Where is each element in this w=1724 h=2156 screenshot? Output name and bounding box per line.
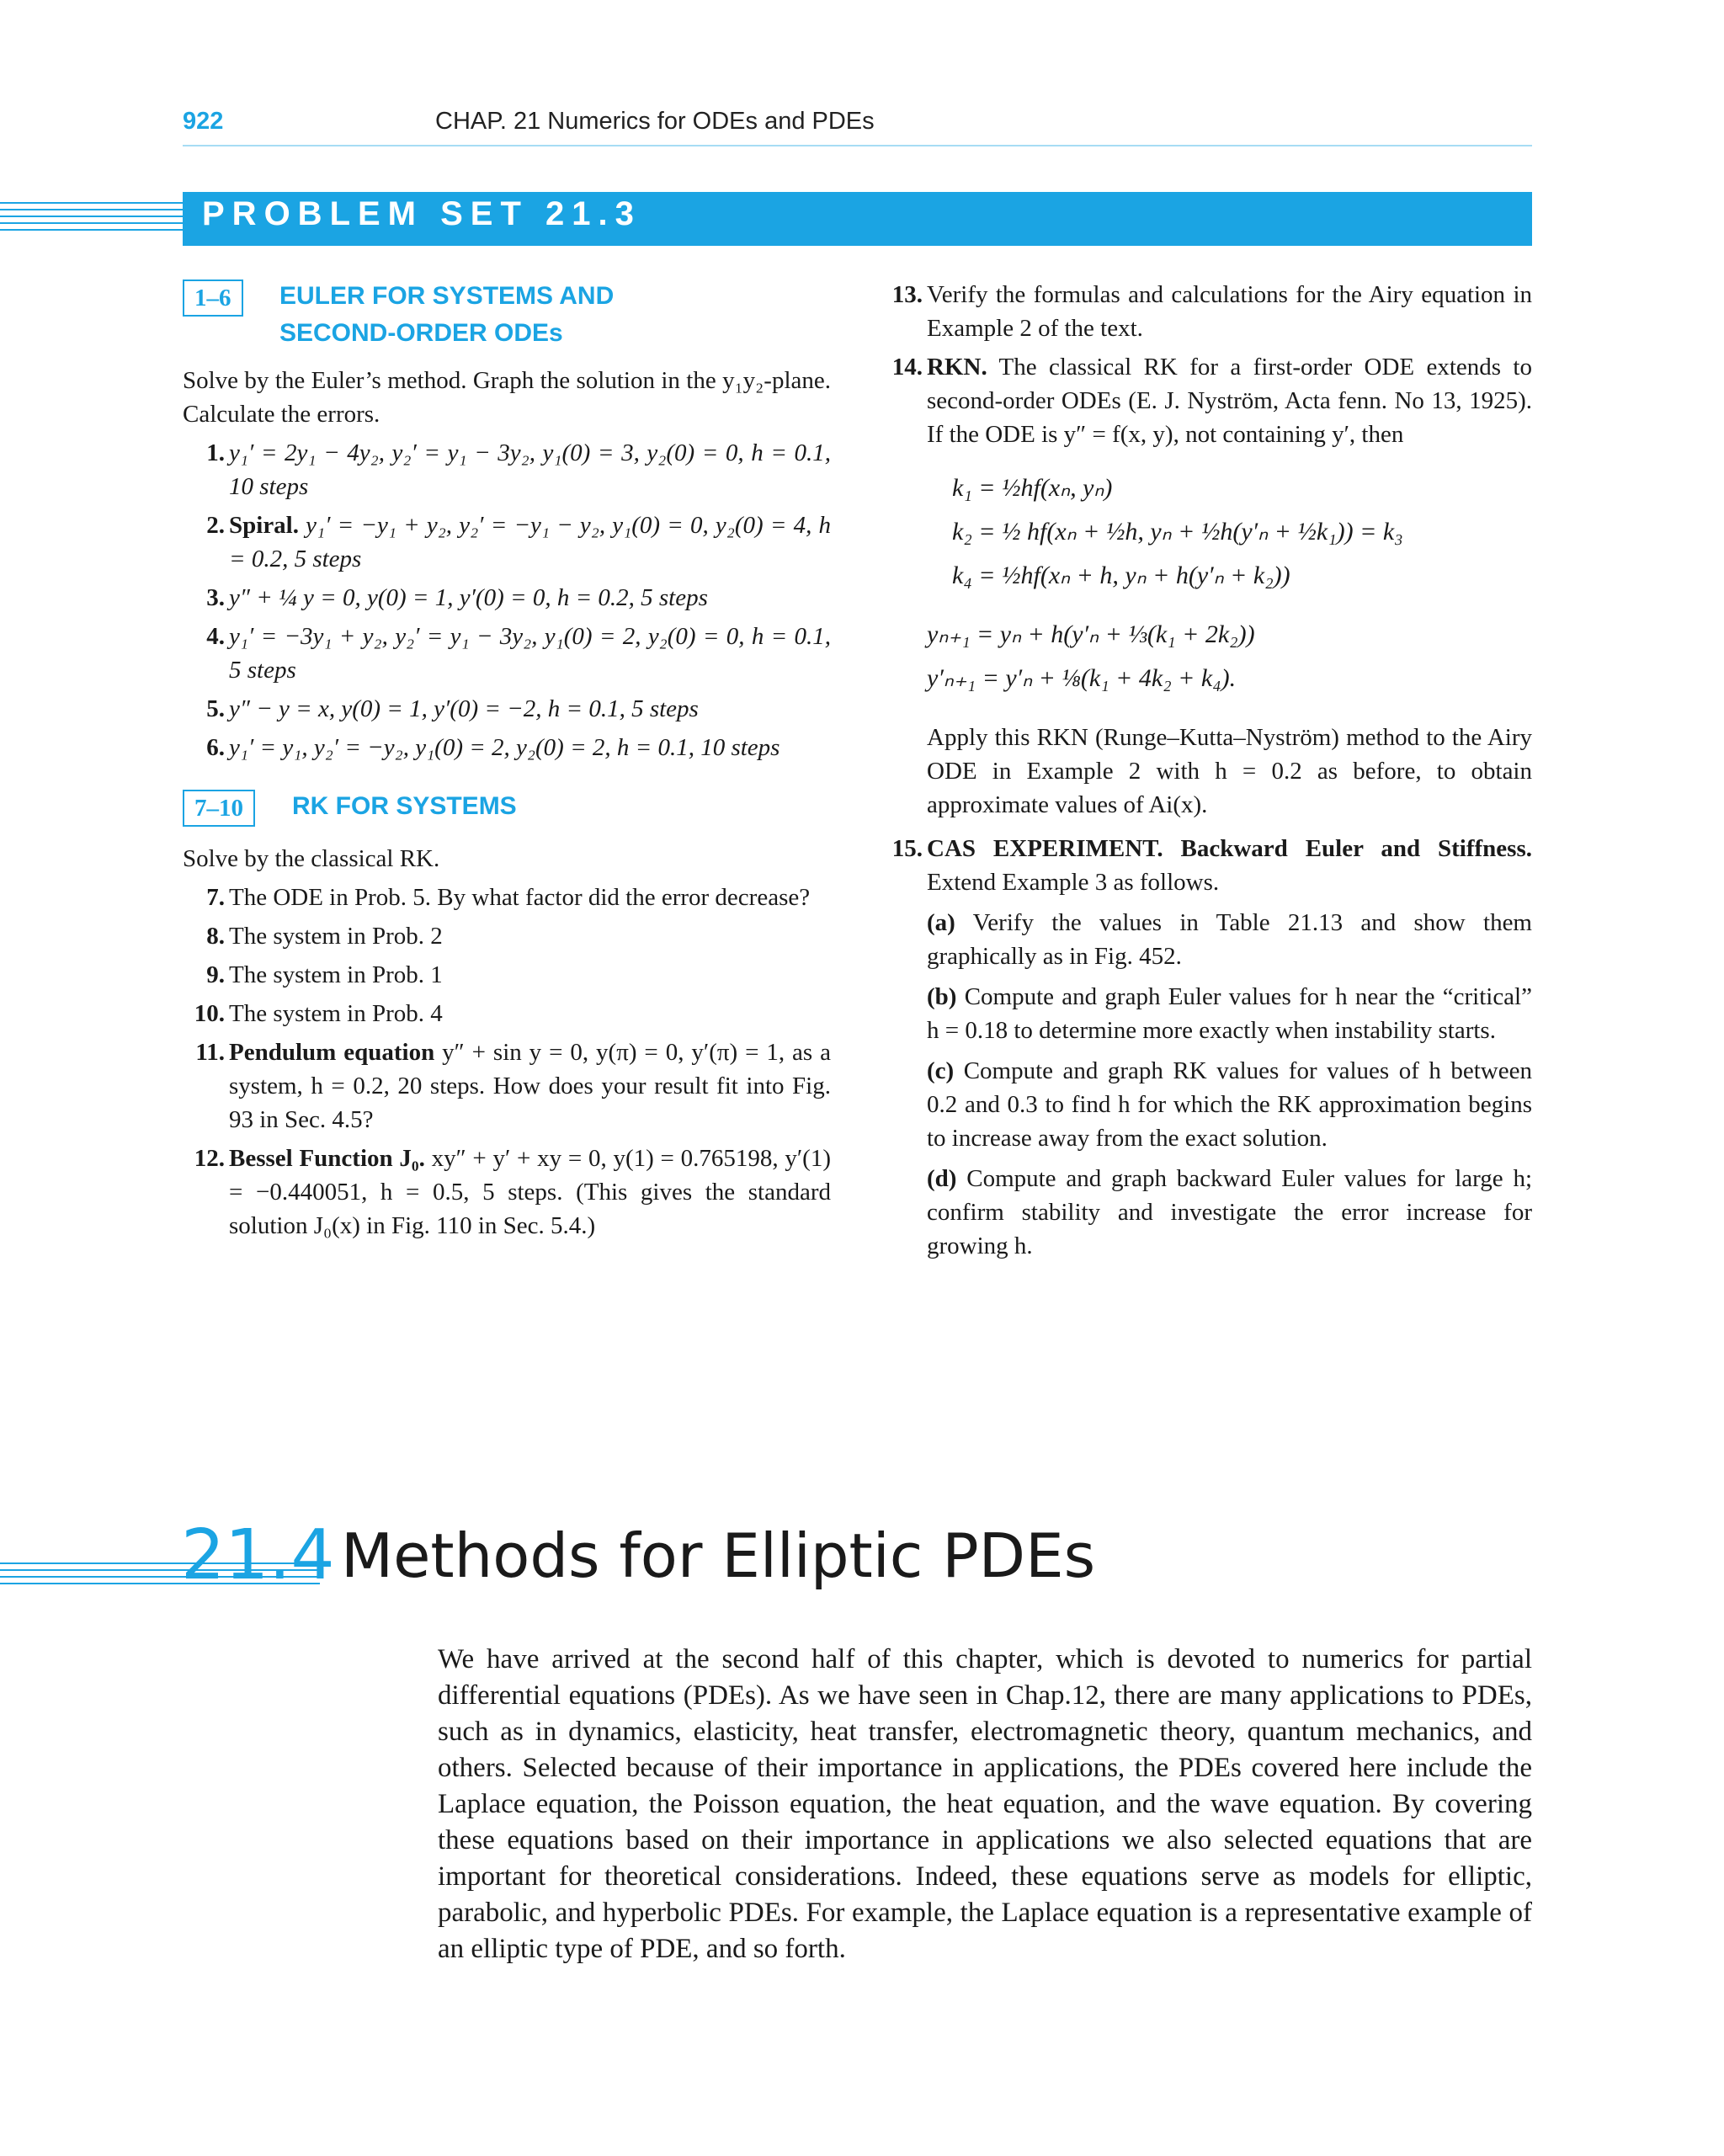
problem-item: 12. Bessel Function J₀. xy″ + y′ + xy = 0, y(1) = 0.765198, y′(1) = −0.440051, h = 0.5, 5 steps. (This gives the standard solution J₀(x) in Fig. 110 in Sec. 5.4.) <box>194 1145 831 1239</box>
section-title: EULER FOR SYSTEMS AND SECOND-ORDER ODEs <box>279 282 615 347</box>
section-title: RK FOR SYSTEMS <box>292 792 517 820</box>
right-column <box>881 278 1532 1270</box>
section-header-1-6 <box>183 278 831 352</box>
problem-set-title: PROBLEM SET 21.3 <box>202 195 641 232</box>
problem-item: 3. y″ + ¼ y = 0, y(0) = 1, y′(0) = 0, h = 0.2, 5 steps <box>206 584 708 611</box>
problem-item: 13. Verify the formulas and calculations for the Airy equation in Example 2 of the text. <box>891 281 1532 342</box>
rkn-k-equations <box>927 466 1532 598</box>
problem-item: 9. The system in Prob. 1 <box>206 961 443 988</box>
section-intro: Solve by the classical RK. <box>183 845 440 872</box>
problem-item: 4. y₁′ = −3y₁ + y₂, y₂′ = y₁ − 3y₂, y₁(0) = 2, y₂(0) = 0, h = 0.1, 5 steps <box>206 623 831 684</box>
section-range-badge: 7–10 <box>183 790 255 827</box>
problem-part: (b) Compute and graph Euler values for h near the “critical” h = 0.18 to determine more exactly when instability starts. <box>927 983 1532 1044</box>
problem-item: 14. RKN. The classical RK for a first-order ODE extends to second-order ODEs (E. J. Nyström, Acta fenn. No 13, 1925). If the ODE is y″ = f(x, y), not containing y′, then k₁ = ½hf(xₙ, yₙ) k₂ = ½ hf(xₙ + ½h, yₙ + ½h(y′ₙ + ½k₁)) = k₃ k₄ = ½hf(xₙ + h, yₙ + h(y′ₙ + k₂)) yₙ₊₁ = yₙ + h(y′ₙ + ⅓(k₁ + 2k₂)) y′ₙ₊₁ = y′ₙ + ⅛(k₁ + 4k₂ + k₄). Apply this RKN (Runge–Kutta–Nyström) method to the Airy ODE in Example 2 with h = 0.2 as before, to obtain approximate values of Ai(x). <box>881 350 1532 822</box>
equation: k₁ = ½hf(xₙ, yₙ) <box>952 474 1113 502</box>
left-column <box>183 278 831 1248</box>
equation: k₄ = ½hf(xₙ + h, yₙ + h(y′ₙ + k₂)) <box>952 562 1290 589</box>
section-header-7-10 <box>183 788 831 830</box>
problem-part: (a) Verify the values in Table 21.13 and show them graphically as in Fig. 452. <box>927 909 1532 970</box>
problem-item: 8. The system in Prob. 2 <box>206 923 443 950</box>
equation: yₙ₊₁ = yₙ + h(y′ₙ + ⅓(k₁ + 2k₂)) <box>927 620 1255 648</box>
chapter-title: CHAP. 21 Numerics for ODEs and PDEs <box>435 108 875 135</box>
section-title: Methods for Elliptic PDEs <box>341 1520 1096 1591</box>
problem-item: 2. Spiral. y₁′ = −y₁ + y₂, y₂′ = −y₁ − y₂, y₁(0) = 0, y₂(0) = 4, h = 0.2, 5 steps <box>206 512 831 572</box>
rkn-update-equations <box>927 613 1532 700</box>
equation: k₂ = ½ hf(xₙ + ½h, yₙ + ½h(y′ₙ + ½k₁)) = k₃ <box>952 518 1403 546</box>
section-number: 21.4 <box>181 1515 335 1595</box>
problem-part: (d) Compute and graph backward Euler values for large h; confirm stability and investigate the error increase for growing h. <box>927 1165 1532 1259</box>
problem-item: 5. y″ − y = x, y(0) = 1, y′(0) = −2, h = 0.1, 5 steps <box>206 695 699 722</box>
page-number: 922 <box>183 108 224 135</box>
equation: y′ₙ₊₁ = y′ₙ + ⅛(k₁ + 4k₂ + k₄). <box>927 664 1237 692</box>
running-header <box>183 108 1532 146</box>
section-range-badge: 1–6 <box>183 279 243 317</box>
problem-part: (c) Compute and graph RK values for values of h between 0.2 and 0.3 to find h for which the RK approximation begins to increase away from the exact solution. <box>927 1057 1532 1152</box>
problem-item: 6. y₁′ = y₁, y₂′ = −y₂, y₁(0) = 2, y₂(0) = 2, h = 0.1, 10 steps <box>206 734 780 761</box>
section-paragraph: We have arrived at the second half of this chapter, which is devoted to numerics for partial differential equations (PDEs). As we have seen in Chap.12, there are many applications to PDEs, such as in dynamics, elasticity, heat transfer, electromagnetic theory, quantum mechanics, and others. Selected because of their importance in applications, the PDEs covered here include the Laplace equation, the Poisson equation, the heat equation, and the wave equation. By covering these equations based on their importance in applications we also selected equations that are important for theoretical considerations. Indeed, these equations serve as models for elliptic, parabolic, and hyperbolic PDEs. For example, the Laplace equation is a representative example of an elliptic type of PDE, and so forth. <box>438 1644 1532 1964</box>
problem-text: Apply this RKN (Runge–Kutta–Nyström) method to the Airy ODE in Example 2 with h = 0.2 as before, to obtain approximate values of Ai(x). <box>927 724 1532 818</box>
section-intro: Solve by the Euler’s method. Graph the solution in the y₁y₂-plane. Calculate the errors. <box>183 367 831 428</box>
problem-item: 10. The system in Prob. 4 <box>194 1000 443 1027</box>
problem-item: 11. Pendulum equation y″ + sin y = 0, y(π) = 0, y′(π) = 1, as a system, h = 0.2, 20 steps. How does your result fit into Fig. 93 in Sec. 4.5? <box>195 1039 831 1133</box>
problem-item: 7. The ODE in Prob. 5. By what factor did the error decrease? <box>206 884 811 911</box>
problem-item: 15. CAS EXPERIMENT. Backward Euler and Stiffness. Extend Example 3 as follows. (a) Verify the values in Table 21.13 and show them graphically as in Fig. 452. (b) Compute and graph Euler values for h near the “critical” h = 0.18 to determine more exactly when instability starts. (c) Compute and graph RK values for values of h between 0.2 and 0.3 to find h for which the RK approximation begins to increase away from the exact solution. (d) Compute and graph backward Euler values for large h; confirm stability and investigate the error increase for growing h. <box>881 832 1532 1263</box>
problem-item: 1. y₁′ = 2y₁ − 4y₂, y₂′ = y₁ − 3y₂, y₁(0) = 3, y₂(0) = 0, h = 0.1, 10 steps <box>206 439 831 500</box>
